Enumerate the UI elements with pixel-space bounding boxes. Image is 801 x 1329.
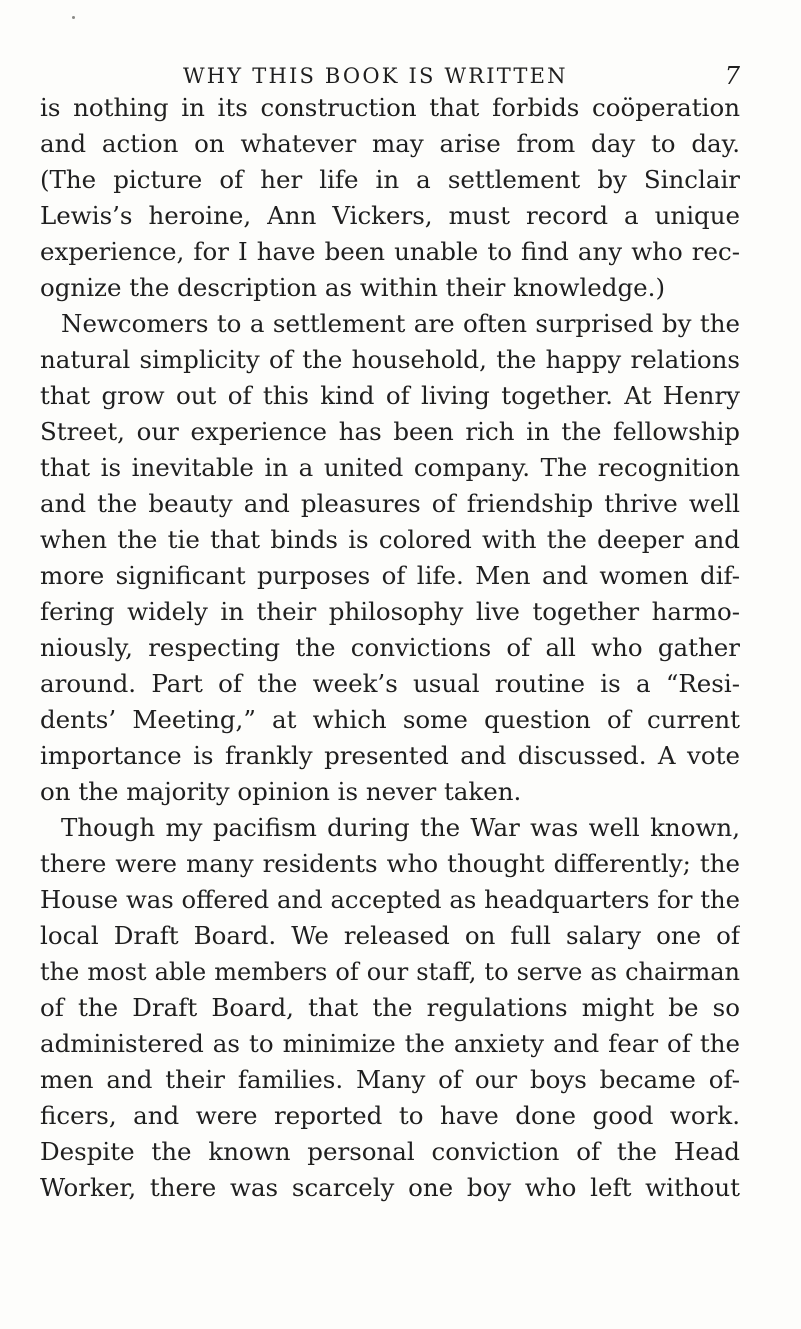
- text-line: Despite the known personal conviction of the Head: [40, 1137, 740, 1166]
- text-line: ficers, and were reported to have done good work.: [40, 1101, 740, 1130]
- text-line: Worker, there was scarcely one boy who left without: [40, 1173, 740, 1202]
- text-line: of the Draft Board, that the regulations might be so: [40, 993, 740, 1022]
- running-head: [40, 62, 740, 90]
- text-line: (The picture of her life in a settlement by Sinclair: [40, 165, 740, 194]
- text-line: men and their families. Many of our boys became of-: [40, 1065, 740, 1094]
- text-line: fering widely in their philosophy live together harmo-: [40, 597, 740, 626]
- text-line: around. Part of the week’s usual routine is a “Resi-: [40, 669, 740, 698]
- text-line: niously, respecting the convictions of all who gather: [40, 633, 740, 662]
- text-line: that is inevitable in a united company. The recognition: [40, 453, 740, 482]
- text-line: experience, for I have been unable to find any who rec-: [40, 237, 740, 266]
- text-line: ognize the description as within their knowledge.): [40, 273, 666, 302]
- text-line: and the beauty and pleasures of friendship thrive well: [40, 489, 740, 518]
- text-line: natural simplicity of the household, the happy relations: [40, 345, 740, 374]
- running-head-title: WHY THIS BOOK IS WRITTEN: [183, 64, 568, 88]
- text-line: Street, our experience has been rich in the fellowship: [40, 417, 740, 446]
- text-line: more significant purposes of life. Men and women dif-: [40, 561, 740, 590]
- text-line: and action on whatever may arise from day to day.: [40, 129, 740, 158]
- text-line: dents’ Meeting,” at which some question of current: [40, 705, 740, 734]
- text-line: local Draft Board. We released on full salary one of: [40, 921, 740, 950]
- page-number: 7: [724, 62, 740, 90]
- text-line: House was offered and accepted as headquarters for the: [40, 885, 740, 914]
- text-line: is nothing in its construction that forbids coöperation: [40, 93, 740, 122]
- text-line: the most able members of our staff, to serve as chairman: [40, 958, 740, 986]
- print-speck: [72, 16, 75, 19]
- text-line: there were many residents who thought differently; the: [40, 849, 740, 878]
- paragraph-start-line: Though my pacifism during the War was well known,: [61, 813, 740, 842]
- body-text: [40, 90, 740, 1206]
- paragraph-start-line: Newcomers to a settlement are often surprised by the: [61, 309, 740, 338]
- text-line: that grow out of this kind of living together. At Henry: [40, 381, 740, 410]
- text-line: on the majority opinion is never taken.: [40, 777, 522, 806]
- text-line: Lewis’s heroine, Ann Vickers, must record a unique: [40, 201, 740, 230]
- text-line: when the tie that binds is colored with the deeper and: [40, 525, 740, 554]
- text-line: administered as to minimize the anxiety and fear of the: [40, 1029, 740, 1058]
- text-line: importance is frankly presented and discussed. A vote: [40, 741, 740, 770]
